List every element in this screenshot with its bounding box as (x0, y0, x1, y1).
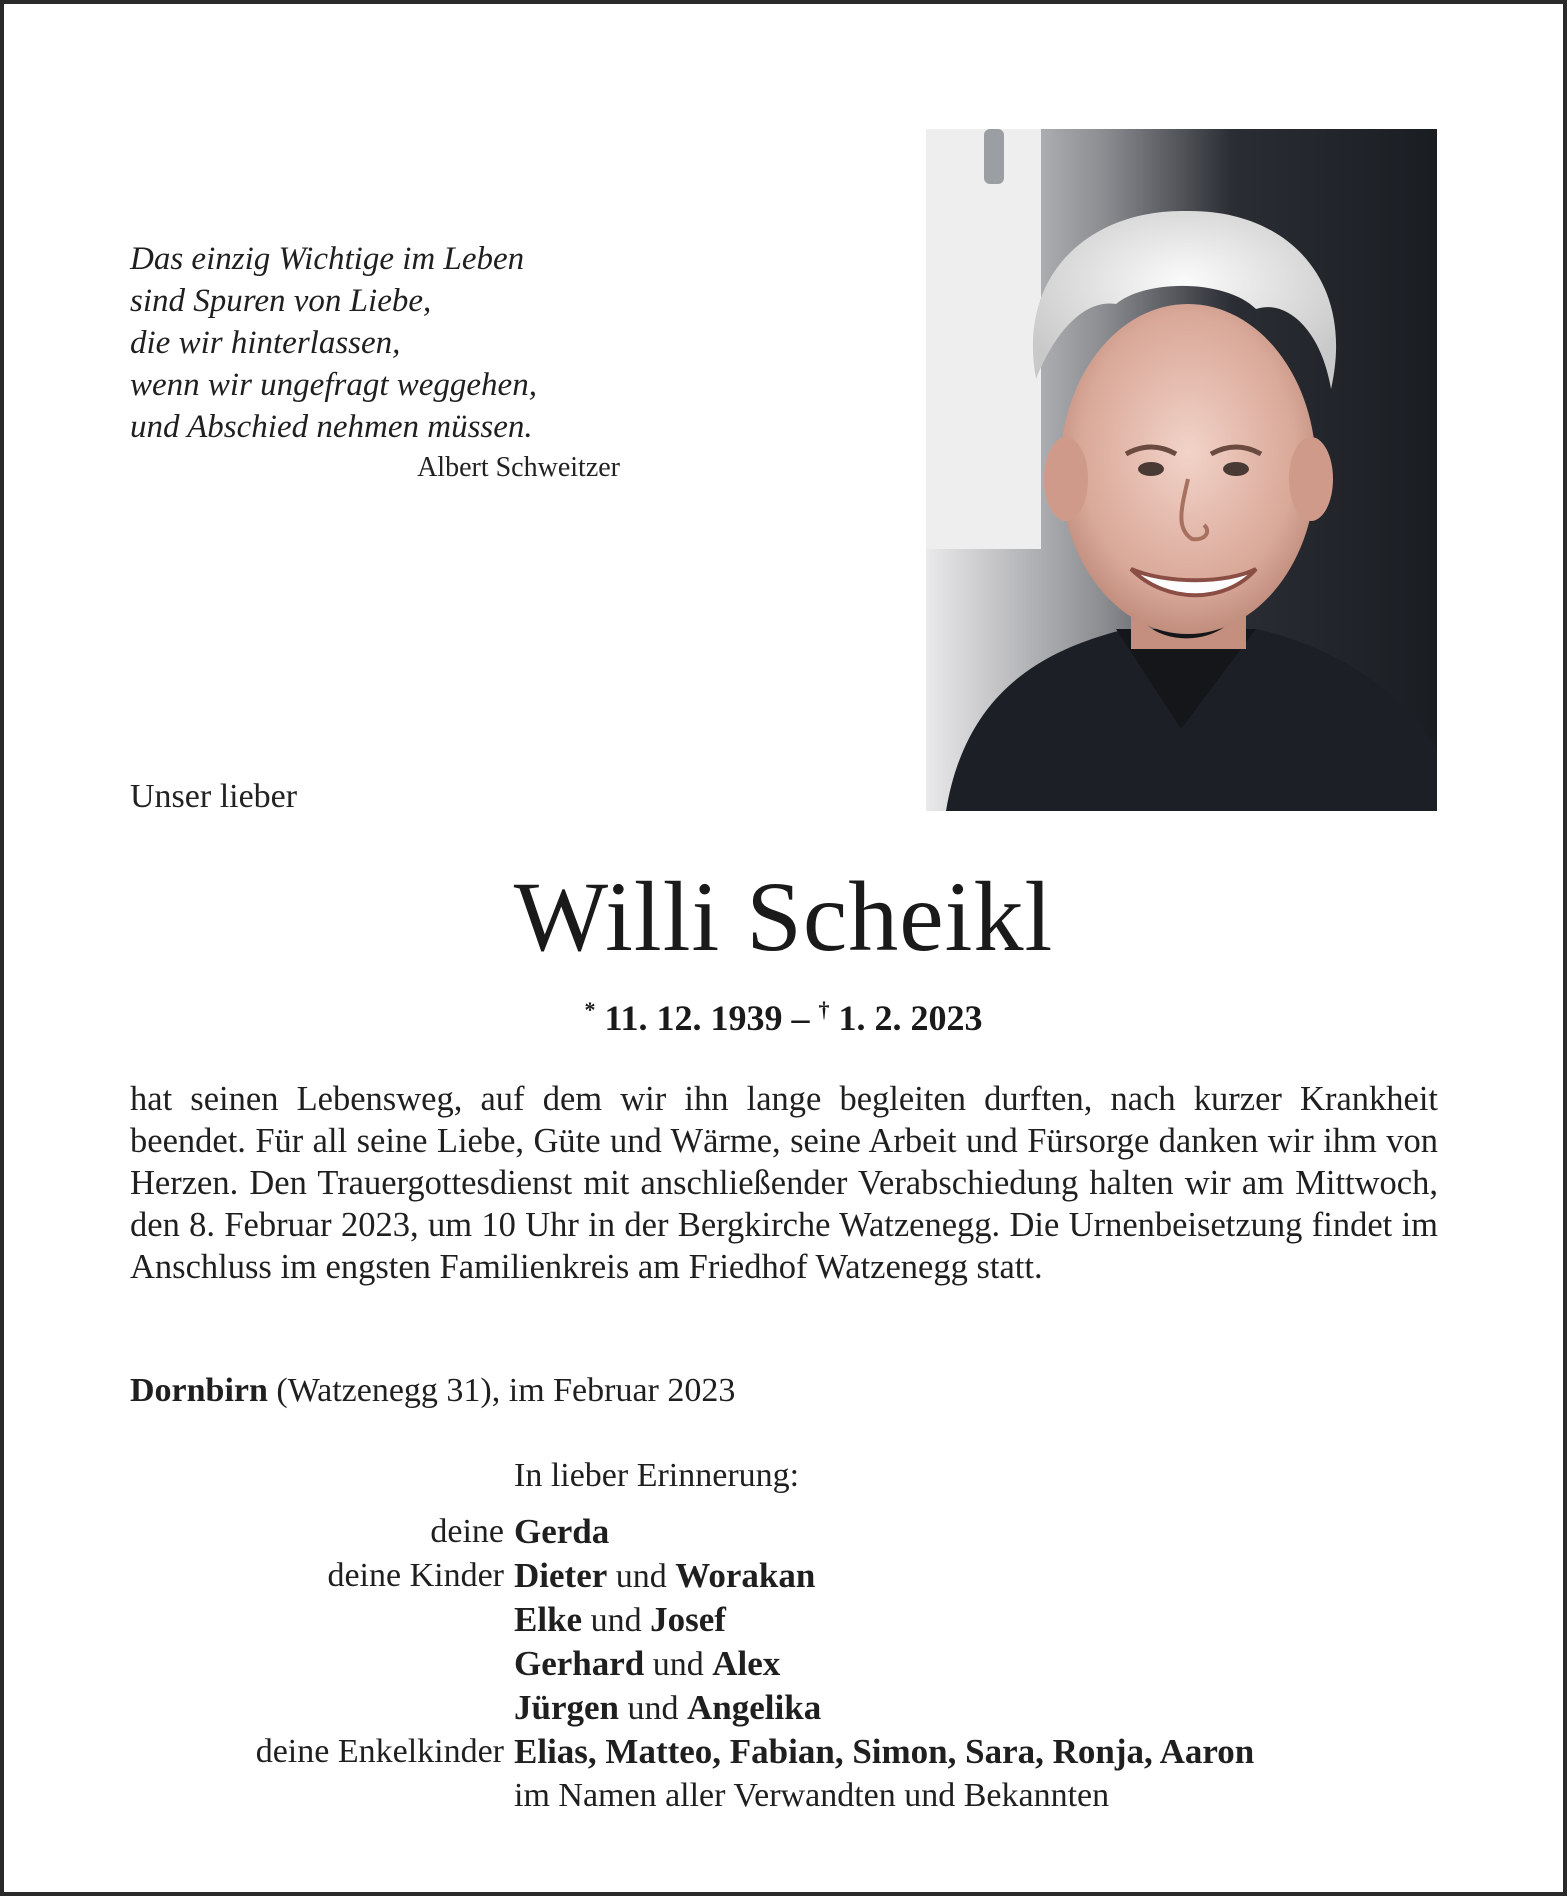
city: Dornbirn (130, 1372, 268, 1409)
quote-line: Das einzig Wichtige im Leben (130, 241, 525, 277)
mourner-name: Jürgen (514, 1688, 619, 1727)
family-row-child (130, 1686, 1440, 1730)
mourner-name: Angelika (687, 1688, 822, 1727)
quote-line: die wir hinterlassen, (130, 325, 401, 361)
mourners-list (130, 1510, 1440, 1817)
closing-line: im Namen aller Verwandten und Bekannten (514, 1777, 1110, 1814)
family-row-closing (130, 1774, 1440, 1817)
connector: und (615, 1558, 667, 1595)
family-row-grandchildren (130, 1730, 1440, 1774)
date-separator: – (782, 998, 819, 1038)
relation-label: deine Kinder (327, 1557, 504, 1594)
connector: und (627, 1690, 679, 1727)
memory-heading: In lieber Erinnerung: (514, 1457, 800, 1494)
relation-label: deine Enkelkinder (255, 1733, 504, 1770)
place-and-date (130, 1372, 735, 1410)
address-date: (Watzenegg 31), im Februar 2023 (267, 1372, 736, 1409)
mourner-name: Josef (650, 1600, 726, 1639)
portrait-illustration (926, 129, 1437, 811)
quote-line: und Abschied nehmen müssen. (130, 409, 533, 445)
deceased-name: Willi Scheikl (513, 861, 1054, 972)
intro-text: Unser lieber (130, 778, 298, 815)
family-row-child (130, 1554, 1440, 1598)
family-row-child (130, 1642, 1440, 1686)
family-row-wife (130, 1510, 1440, 1554)
mourner-name: Gerhard (514, 1644, 645, 1683)
memorial-quote (130, 238, 630, 448)
birth-date: 11. 12. 1939 (604, 998, 783, 1038)
life-dates (0, 997, 1567, 1039)
quote-author: Albert Schweitzer (417, 452, 620, 483)
announcement-body: hat seinen Lebensweg, auf dem wir ihn lange begleiten durften, nach kurzer Krankheit beendet. Für all seine Liebe, Güte und Wärme, seine Arbeit und Fürsorge danken wir ihm von Herzen. Den Trauergottesdienst mit anschließender Verabschiedung halten wir am Mittwoch, den 8. Februar 2023, um 10 Uhr in der Bergkirche Watzenegg. Die Urnenbeisetzung findet im Anschluss im engsten Familienkreis am Friedhof Watzenegg statt. (130, 1080, 1438, 1286)
mourner-name: Gerda (514, 1512, 610, 1551)
mourner-name: Elke (514, 1600, 583, 1639)
portrait-photo (926, 129, 1437, 811)
connector: und (652, 1646, 704, 1683)
mourner-names: Elias, Matteo, Fabian, Simon, Sara, Ronja, Aaron (514, 1732, 1255, 1771)
connector: und (590, 1602, 642, 1639)
relation-label: deine (430, 1513, 504, 1550)
death-symbol: † (818, 997, 830, 1022)
family-row-child (130, 1598, 1440, 1642)
mourner-name: Alex (712, 1644, 781, 1683)
mourner-name: Dieter (514, 1556, 608, 1595)
quote-line: sind Spuren von Liebe, (130, 283, 432, 319)
death-date: 1. 2. 2023 (838, 998, 983, 1038)
quote-line: wenn wir ungefragt weggehen, (130, 367, 537, 403)
birth-symbol: * (584, 997, 596, 1022)
mourner-name: Worakan (675, 1556, 816, 1595)
